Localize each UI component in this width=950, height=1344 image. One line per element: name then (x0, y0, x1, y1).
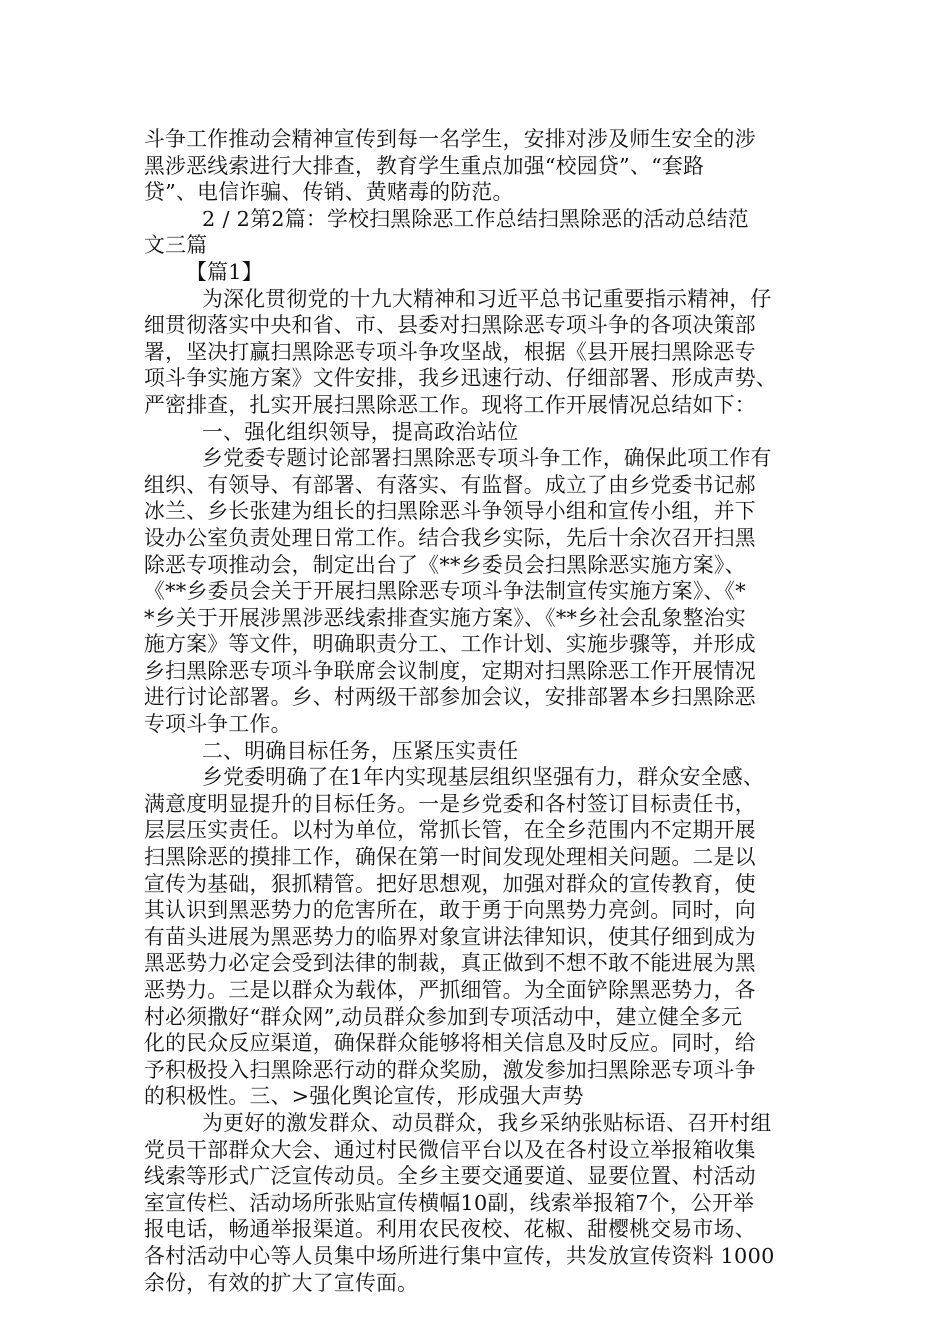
text-line: 为深化贯彻党的十九大精神和习近平总书记重要指示精神，仔 (202, 286, 772, 311)
text-line: 2 / 2第2篇：学校扫黑除恶工作总结扫黑除恶的活动总结范 (202, 206, 749, 231)
text-line: 冰兰、乡长张建为组长的扫黑除恶斗争领导小组和宣传小组，并下 (144, 499, 756, 524)
text-line: 满意度明显提升的目标任务。一是乡党委和各村签订目标责任书， (144, 791, 756, 816)
text-line: 乡党委明确了在1年内实现基层组织坚强有力，群众安全感、 (202, 765, 765, 790)
text-line: 二、明确目标任务，压紧压实责任 (202, 738, 519, 763)
text-line: 《**乡委员会关于开展扫黑除恶专项斗争法制宣传实施方案》、《* (144, 579, 747, 604)
text-line: 除恶专项推动会，制定出台了《**乡委员会扫黑除恶实施方案》、 (144, 552, 746, 577)
text-line: 各村活动中心等人员集中场所进行集中宣传，共发放宣传资料 1000 (144, 1243, 775, 1268)
text-line: 专项斗争工作。 (144, 712, 292, 737)
text-line: 黑恶势力必定会受到法律的制裁，真正做到不想不敢不能进展为黑 (144, 951, 756, 976)
text-line: 斗争工作推动会精神宣传到每一名学生，安排对涉及师生安全的涉 (144, 127, 756, 151)
text-line: 进行讨论部署。乡、村两级干部参加会议，安排部署本乡扫黑除恶 (144, 685, 756, 710)
text-line: 一、强化组织领导，提高政治站位 (202, 419, 519, 444)
text-line: 室宣传栏、活动场所张贴宣传横幅10副，线索举报箱7个，公开举 (144, 1190, 755, 1215)
document-page (144, 126, 812, 1296)
text-line: 施方案》等文件，明确职责分工、工作计划、实施步骤等，并形成 (144, 632, 756, 657)
text-line: 贷”、电信诈骗、传销、黄赌毒的防范。 (144, 180, 514, 205)
text-line: 其认识到黑恶势力的危害所在，敢于勇于向黑势力亮剑。同时，向 (144, 898, 756, 923)
text-line: 乡扫黑除恶专项斗争联席会议制度，定期对扫黑除恶工作开展情况 (144, 658, 756, 683)
text-line: 村必须撒好“群众网”,动员群众参加到专项活动中，建立健全多元 (144, 1004, 743, 1029)
text-line: 设办公室负责处理日常工作。结合我乡实际，先后十余次召开扫黑 (144, 525, 756, 550)
text-line: 有苗头进展为黑恶势力的临界对象宣讲法律知识，使其仔细到成为 (144, 924, 756, 949)
text-line: 扫黑除恶的摸排工作，确保在第一时间发现处理相关问题。二是以 (144, 845, 756, 870)
text-line: 组织、有领导、有部署、有落实、有监督。成立了由乡党委书记郝 (144, 472, 756, 497)
text-line: 文三篇 (144, 233, 208, 258)
text-line: 宣传为基础，狠抓精管。把好思想观，加强对群众的宣传教育，使 (144, 871, 756, 896)
text-line: 线索等形式广泛宣传动员。全乡主要交通要道、显要位置、村活动 (144, 1164, 756, 1189)
text-line: 余份，有效的扩大了宣传面。 (144, 1270, 419, 1295)
text-line: 恶势力。三是以群众为载体，严抓细管。为全面铲除黑恶势力，各 (144, 978, 756, 1002)
text-line: 细贯彻落实中央和省、市、县委对扫黑除恶专项斗争的各项决策部 (144, 313, 756, 338)
text-line: 乡党委专题讨论部署扫黑除恶专项斗争工作，确保此项工作有 (202, 446, 772, 471)
text-line: 予积极投入扫黑除恶行动的群众奖励，激发参加扫黑除恶专项斗争 (144, 1057, 756, 1082)
text-line: 署，坚决打赢扫黑除恶专项斗争攻坚战，根据《县开展扫黑除恶专 (144, 339, 756, 364)
text-line: 项斗争实施方案》文件安排，我乡迅速行动、仔细部署、形成声势、 (144, 366, 777, 391)
text-line: *乡关于开展涉黑涉恶线索排查实施方案》、《**乡社会乱象整治实 (144, 605, 747, 630)
text-line: 为更好的激发群众、动员群众，我乡采纳张贴标语、召开村组 (202, 1110, 772, 1135)
text-line: 【篇1】 (186, 259, 263, 284)
text-line: 层层压实责任。以村为单位，常抓长管，在全乡范围内不定期开展 (144, 818, 756, 843)
text-line: 黑涉恶线索进行大排查，教育学生重点加强“校园贷”、“套路 (144, 153, 705, 178)
text-line: 的积极性。三、>强化舆论宣传，形成强大声势 (144, 1084, 584, 1109)
text-line: 化的民众反应渠道，确保群众能够将相关信息及时反应。同时，给 (144, 1031, 756, 1056)
text-line: 报电话，畅通举报渠道。利用农民夜校、花椒、甜樱桃交易市场、 (144, 1217, 756, 1242)
text-line: 严密排查，扎实开展扫黑除恶工作。现将工作开展情况总结如下： (144, 392, 756, 417)
text-line: 党员干部群众大会、通过村民微信平台以及在各村设立举报箱收集 (144, 1137, 756, 1162)
